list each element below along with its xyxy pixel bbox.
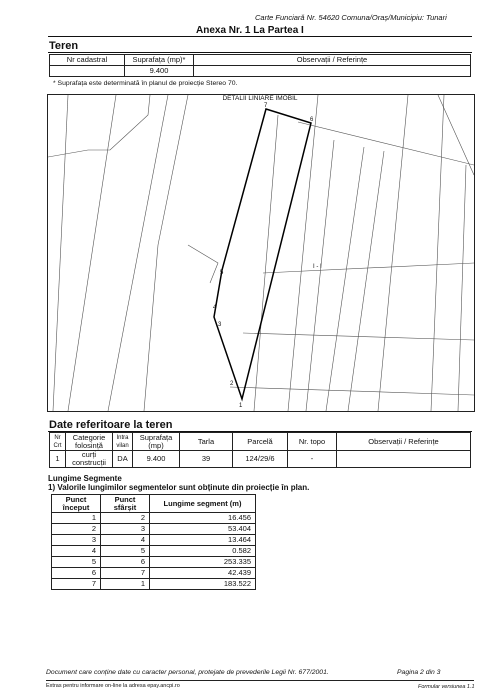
teren-divider: [48, 52, 472, 53]
plan-point-label: 4: [213, 305, 217, 311]
segments-body: [52, 513, 256, 590]
segment-row: [52, 535, 256, 546]
footer-extras-note: Extras pentru informare on-line la adresa epay.ancpi.ro: [46, 683, 180, 689]
segment-cell-length: 13.464: [150, 535, 256, 546]
segment-cell-end: 4: [101, 535, 150, 546]
date-ref-cell-suprafata: 9.400: [133, 451, 180, 468]
segments-header-lungime: Lungime segment (m): [150, 495, 256, 513]
date-ref-cell-nr: 1: [50, 451, 66, 468]
segment-cell-length: 253.335: [150, 557, 256, 568]
plan-title: DETALII LINIARE IMOBIL: [222, 95, 298, 102]
date-ref-cell-intravilan: DA: [113, 451, 133, 468]
segment-cell-length: 42.439: [150, 568, 256, 579]
segment-row: [52, 524, 256, 535]
segment-row: [52, 546, 256, 557]
segment-cell-end: 3: [101, 524, 150, 535]
plan-point-label: 5: [220, 270, 224, 276]
plan-point-label: 1: [239, 403, 243, 409]
teren-header-observatii: Observații / Referințe: [194, 55, 471, 66]
segment-cell-start: 4: [52, 546, 101, 557]
date-ref-table: [49, 432, 471, 468]
segments-table: [51, 494, 256, 590]
plan-dash-label: I - I: [313, 264, 322, 270]
plan-point-label: 3: [218, 322, 222, 328]
footer-legal-note: Document care conține date cu caracter personal, protejate de prevederile Legii Nr. 677/2001.: [46, 669, 329, 676]
date-ref-header-intravilan: Intra vilan: [113, 433, 133, 451]
date-ref-header-nr: Nr Crt: [50, 433, 66, 451]
parcel-plan-drawing: [48, 95, 474, 411]
segment-row: [52, 579, 256, 590]
segments-header-inceput: Punct început: [52, 495, 101, 513]
anexa-title: Anexa Nr. 1 La Partea I: [196, 25, 304, 36]
footer-page-number: Pagina 2 din 3: [397, 669, 441, 676]
segment-cell-start: 7: [52, 579, 101, 590]
segment-cell-start: 6: [52, 568, 101, 579]
plan-point-label: 2: [230, 381, 234, 387]
date-ref-cell-categorie: curți construcții: [66, 451, 113, 468]
header-divider: [48, 36, 472, 37]
segment-cell-length: 0.582: [150, 546, 256, 557]
segment-cell-start: 1: [52, 513, 101, 524]
teren-title: Teren: [49, 40, 79, 52]
teren-cell-nr-cadastral: [50, 66, 125, 77]
plan-point-label: 6: [310, 117, 314, 123]
segment-cell-start: 5: [52, 557, 101, 568]
date-ref-header-suprafata: Suprafața (mp): [133, 433, 180, 451]
date-ref-header-observatii: Observații / Referințe: [337, 433, 471, 451]
teren-cell-suprafata: 9.400: [125, 66, 194, 77]
segment-cell-end: 5: [101, 546, 150, 557]
teren-cell-observatii: [194, 66, 471, 77]
carte-funciara-header: Carte Funciară Nr. 54620 Comuna/Oraș/Municipiu: Tunari: [255, 13, 447, 22]
teren-note: * Suprafața este determinată în planul de proiecție Stereo 70.: [53, 80, 238, 87]
date-ref-header-nr-topo: Nr. topo: [288, 433, 337, 451]
segment-cell-start: 3: [52, 535, 101, 546]
plan-frame: [47, 94, 475, 412]
date-ref-cell-parcela: 124/29/6: [233, 451, 288, 468]
date-ref-title: Date referitoare la teren: [49, 419, 173, 431]
segment-row: [52, 568, 256, 579]
segment-row: [52, 513, 256, 524]
segments-subtitle: 1) Valorile lungimilor segmentelor sunt obținute din proiecție în plan.: [48, 483, 310, 492]
segment-cell-end: 2: [101, 513, 150, 524]
segment-cell-end: 7: [101, 568, 150, 579]
segment-row: [52, 557, 256, 568]
segment-cell-length: 16.456: [150, 513, 256, 524]
segment-cell-end: 6: [101, 557, 150, 568]
teren-header-nr-cadastral: Nr cadastral: [50, 55, 125, 66]
date-ref-header-categorie: Categorie folosință: [66, 433, 113, 451]
footer-formular-version: Formular versiunea 1.1: [418, 684, 475, 690]
segment-cell-length: 53.404: [150, 524, 256, 535]
date-ref-header-tarla: Tarla: [180, 433, 233, 451]
date-ref-cell-tarla: 39: [180, 451, 233, 468]
segments-header-sfarsit: Punct sfârșit: [101, 495, 150, 513]
date-ref-cell-observatii: [337, 451, 471, 468]
segment-cell-end: 1: [101, 579, 150, 590]
segments-title: Lungime Segmente: [48, 474, 122, 483]
segment-cell-length: 183.522: [150, 579, 256, 590]
teren-table: [49, 54, 471, 77]
date-ref-header-parcela: Parcelă: [233, 433, 288, 451]
date-ref-cell-nr-topo: -: [288, 451, 337, 468]
footer-divider: [46, 680, 474, 681]
segment-cell-start: 2: [52, 524, 101, 535]
plan-point-label: 7: [264, 103, 268, 109]
teren-header-suprafata: Suprafața (mp)*: [125, 55, 194, 66]
